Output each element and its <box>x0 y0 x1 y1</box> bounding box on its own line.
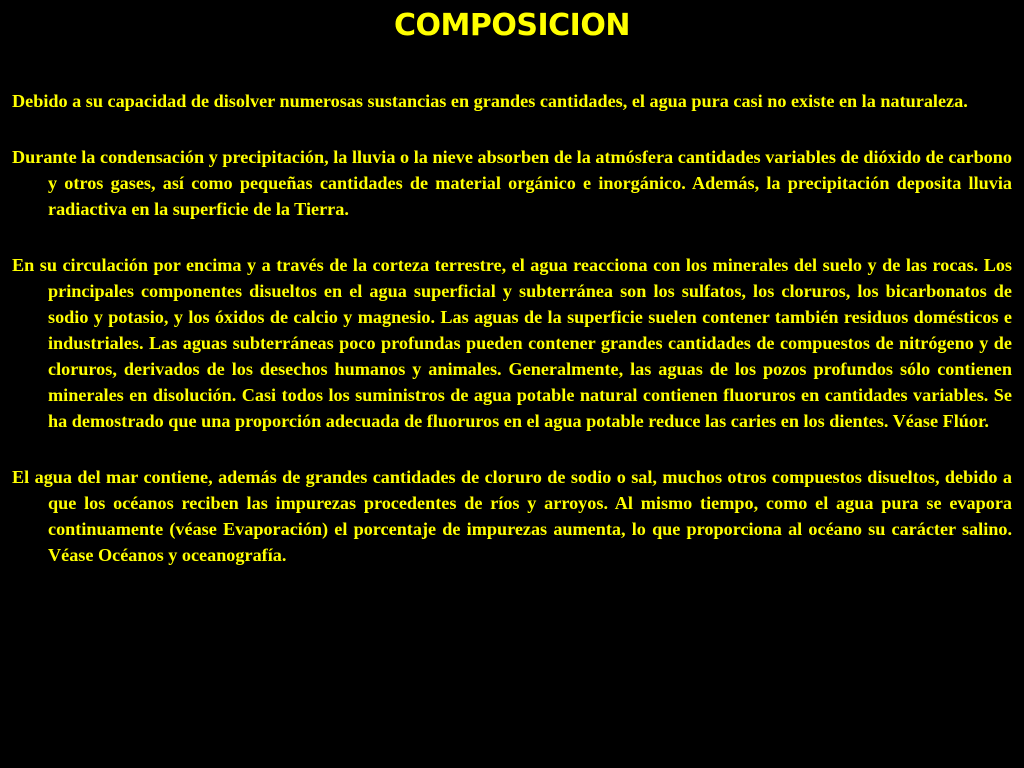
paragraph-circulacion: En su circulación por encima y a través de la corteza terrestre, el agua reacciona con los minerales del suelo y de las rocas. Los principales componentes disueltos en el agua superficial y subterránea son los sulfatos, los cloruros, los bicarbonatos de sodio y potasio, y los óxidos de calcio y magnesio. Las aguas de la superficie suelen contener también residuos domésticos e industriales. Las aguas subterráneas poco profundas pueden contener grandes cantidades de compuestos de nitrógeno y de cloruros, derivados de los desechos humanos y animales. Generalmente, las aguas de los pozos profundos sólo contienen minerales en disolución. Casi todos los suministros de agua potable natural contienen fluoruros en cantidades variables. Se ha demostrado que una proporción adecuada de fluoruros en el agua potable reduce las caries en los dientes. Véase Flúor. <box>12 255 1012 431</box>
paragraph-disolucion: Debido a su capacidad de disolver numerosas sustancias en grandes cantidades, el agua pura casi no existe en la naturaleza. <box>12 91 968 111</box>
slide-title: COMPOSICION <box>394 8 630 43</box>
slide-body <box>12 88 1012 568</box>
paragraph-agua-del-mar: El agua del mar contiene, además de grandes cantidades de cloruro de sodio o sal, muchos otros compuestos disueltos, debido a que los océanos reciben las impurezas procedentes de ríos y arroyos. Al mismo tiempo, como el agua pura se evapora continuamente (véase Evaporación) el porcentaje de impurezas aumenta, lo que proporciona al océano su carácter salino. Véase Océanos y oceanografía. <box>12 467 1012 565</box>
paragraph-precipitacion: Durante la condensación y precipitación, la lluvia o la nieve absorben de la atmósfera cantidades variables de dióxido de carbono y otros gases, así como pequeñas cantidades de material orgánico e inorgánico. Además, la precipitación deposita lluvia radiactiva en la superficie de la Tierra. <box>12 147 1012 219</box>
